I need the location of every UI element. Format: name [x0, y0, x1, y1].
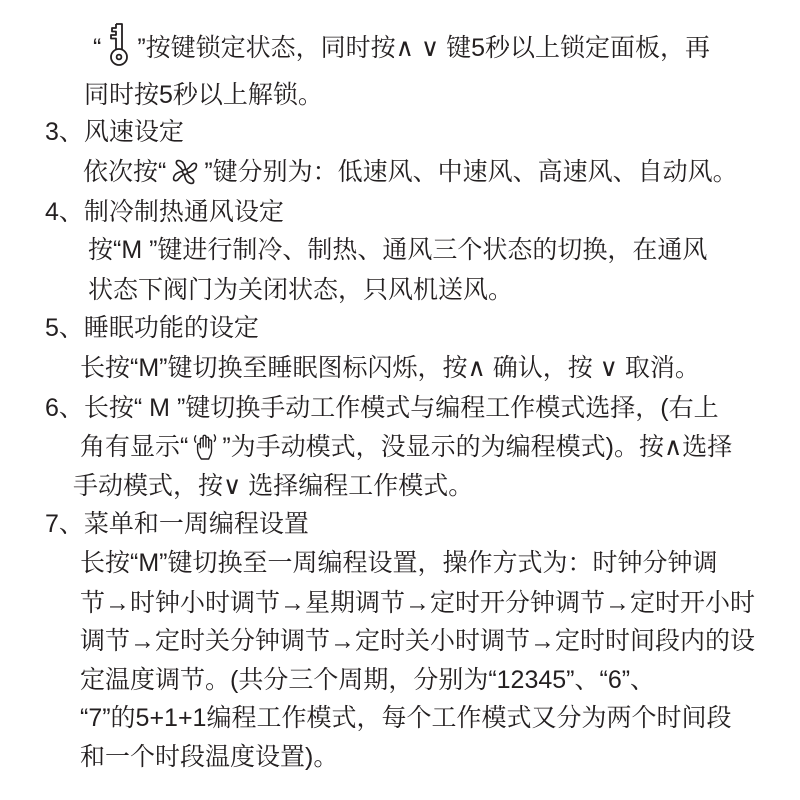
- fan-speed-text-before-icon: 依次按“: [83, 158, 167, 186]
- section-heading-cool-heat-vent: 4、制冷制热通风设定: [45, 198, 284, 226]
- fan-speed-instruction: [83, 155, 738, 189]
- section-heading-manual-program-mode: 6、长按“ M ”键切换手动工作模式与编程工作模式选择，(右上: [45, 394, 719, 422]
- weekly-program-instruction-line-4: 定温度调节。(共分三个周期，分别为“12345”、“6”、: [80, 666, 656, 694]
- lock-instruction-text: ”按键锁定状态，同时按∧ ∨ 键5秒以上锁定面板，再: [137, 34, 711, 62]
- manual-mode-instruction-line-2: [80, 430, 732, 464]
- weekly-program-instruction-line-3: 调节→定时关分钟调节→定时关小时调节→定时时间段内的设: [80, 627, 756, 655]
- fan-speed-text-after-icon: ”键分别为：低速风、中速风、高速风、自动风。: [204, 158, 738, 186]
- sleep-instruction: 长按“M”键切换至睡眠图标闪烁，按∧ 确认，按 ∨ 取消。: [80, 354, 700, 382]
- open-quote: “: [93, 34, 102, 62]
- manual-mode-instruction-line-3: 手动模式，按∨ 选择编程工作模式。: [73, 472, 474, 500]
- lock-instruction-line-1: [93, 31, 710, 65]
- manual-mode-text-after-icon: ”为手动模式，没显示的为编程模式)。按∧选择: [222, 433, 733, 461]
- lock-instruction-line-2: 同时按5秒以上解锁。: [84, 81, 323, 109]
- mode-instruction-line-2: 状态下阀门为关闭状态，只风机送风。: [88, 276, 514, 304]
- weekly-program-instruction-line-2: 节→时钟小时调节→星期调节→定时开分钟调节→定时开小时: [80, 589, 756, 617]
- manual-mode-text-before-icon: 角有显示“: [80, 433, 189, 461]
- fan-icon: [170, 155, 200, 189]
- section-heading-fan-speed: 3、风速设定: [45, 118, 184, 146]
- hand-icon: [192, 430, 218, 464]
- section-heading-weekly-program: 7、菜单和一周编程设置: [45, 510, 309, 538]
- weekly-program-instruction-line-1: 长按“M”键切换至一周编程设置，操作方式为：时钟分钟调: [80, 549, 718, 577]
- mode-instruction-line-1: 按“M ”键进行制冷、制热、通风三个状态的切换，在通风: [88, 236, 708, 264]
- key-icon: [103, 31, 133, 65]
- weekly-program-instruction-line-6: 和一个时段温度设置)。: [80, 743, 339, 771]
- weekly-program-instruction-line-5: “7”的5+1+1编程工作模式，每个工作模式又分为两个时间段: [80, 704, 732, 732]
- section-heading-sleep: 5、睡眠功能的设定: [45, 314, 259, 342]
